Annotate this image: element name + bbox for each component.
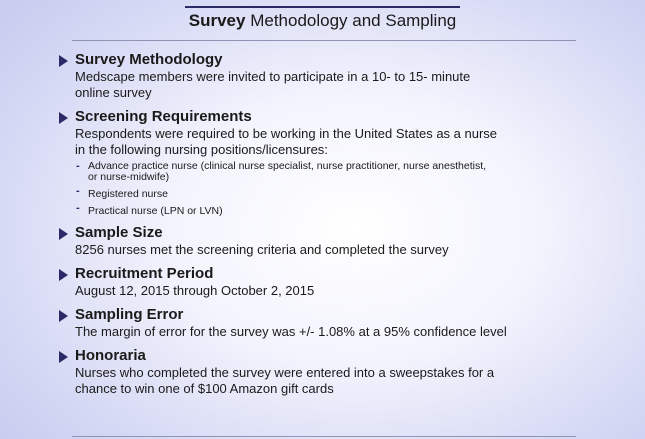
section-honoraria [59, 347, 619, 397]
bullet-arrow-icon [59, 310, 68, 322]
bullet-arrow-icon [59, 112, 68, 124]
sub-item-registered-nurse [75, 185, 619, 200]
section-body-line: Nurses who completed the survey were entered into a sweepstakes for a [75, 365, 495, 380]
bottom-divider [72, 436, 576, 437]
section-heading: Recruitment Period [75, 265, 214, 282]
section-body-line: Medscape members were invited to participate in a 10- to 15- minute [75, 69, 471, 84]
bullet-arrow-icon [59, 228, 68, 240]
page-title [185, 6, 460, 32]
title-wrap [0, 6, 645, 32]
top-divider [72, 40, 576, 41]
section-body-line: Respondents were required to be working in the United States as a nurse [75, 126, 498, 141]
section-body-line: The margin of error for the survey was +/- 1.08% at a 95% confidence level [75, 324, 507, 339]
dash-bullet-icon: - [76, 185, 80, 197]
section-sample-size [59, 224, 619, 258]
sub-item-line: Practical nurse (LPN or LVN) [88, 205, 223, 217]
bullet-arrow-icon [59, 351, 68, 363]
sub-item-advance-practice [75, 161, 619, 183]
sub-item-practical-nurse [75, 202, 619, 217]
sections-list [59, 51, 619, 404]
bullet-arrow-icon [59, 55, 68, 67]
dash-bullet-icon: - [76, 202, 80, 214]
section-body-line: chance to win one of $100 Amazon gift cards [75, 381, 334, 396]
sub-item-line: or nurse-midwife) [88, 171, 170, 183]
section-body-line: online survey [75, 85, 152, 100]
section-heading: Sampling Error [75, 306, 184, 323]
section-body-line: 8256 nurses met the screening criteria and completed the survey [75, 242, 449, 257]
section-heading: Screening Requirements [75, 108, 252, 125]
sub-item-line: Advance practice nurse (clinical nurse specialist, nurse practitioner, nurse anesthetist, [88, 160, 487, 172]
sub-item-line: Registered nurse [88, 188, 168, 200]
section-body-line: August 12, 2015 through October 2, 2015 [75, 283, 315, 298]
dash-bullet-icon: - [76, 160, 80, 172]
section-body-line: in the following nursing positions/licensures: [75, 142, 328, 157]
page-title-bold: Survey [188, 11, 246, 30]
section-recruitment-period [59, 265, 619, 299]
section-heading: Survey Methodology [75, 51, 223, 68]
section-sampling-error [59, 306, 619, 340]
bullet-arrow-icon [59, 269, 68, 281]
section-heading: Honoraria [75, 347, 146, 364]
section-heading: Sample Size [75, 224, 163, 241]
page-title-rest: Methodology and Sampling [250, 11, 457, 30]
section-screening-requirements [59, 108, 619, 217]
section-survey-methodology [59, 51, 619, 101]
sub-list [75, 161, 619, 217]
